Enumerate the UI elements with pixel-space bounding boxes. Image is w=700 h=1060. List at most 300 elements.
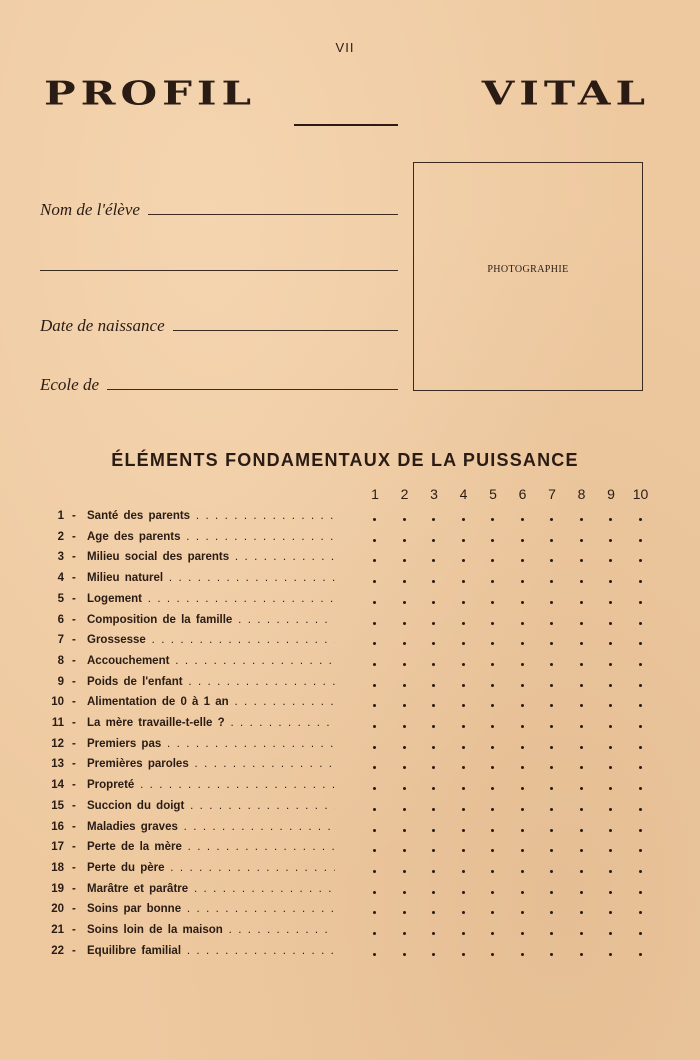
scale-number: 4 (459, 486, 468, 502)
scale-number: 8 (577, 486, 586, 502)
rating-dot[interactable] (580, 891, 583, 894)
element-label: Succion du doigt . . . (87, 800, 335, 812)
element-dash: - (72, 551, 76, 564)
rating-dot[interactable] (521, 642, 524, 645)
scale-number: 5 (489, 486, 497, 502)
element-label: Perte du père . . . (87, 862, 335, 874)
element-dash: - (72, 592, 76, 605)
rating-dot[interactable] (403, 539, 406, 542)
rating-dot[interactable] (521, 870, 524, 873)
rating-dot[interactable] (609, 870, 612, 873)
rating-dot[interactable] (462, 725, 465, 728)
rating-dot[interactable] (609, 580, 612, 583)
rating-dot[interactable] (550, 808, 553, 811)
rating-dot[interactable] (609, 684, 612, 687)
rating-dot[interactable] (432, 684, 435, 687)
element-number: 12 (51, 737, 64, 750)
rating-dot[interactable] (609, 829, 612, 832)
rating-dot[interactable] (373, 642, 376, 645)
rating-dot[interactable] (462, 891, 465, 894)
rating-dot[interactable] (580, 642, 583, 645)
scale-number: 7 (548, 486, 556, 502)
element-label: La mère travaille-t-elle ? . . . (87, 717, 335, 729)
rating-dot[interactable] (462, 622, 465, 625)
rating-dot[interactable] (462, 704, 465, 707)
rating-dot[interactable] (521, 684, 524, 687)
rating-dot[interactable] (609, 642, 612, 645)
element-number: 5 (57, 592, 64, 605)
rating-dot[interactable] (521, 518, 524, 521)
rating-dot[interactable] (462, 953, 465, 956)
student-name-label: Nom de l'élève (40, 200, 140, 219)
rating-dot[interactable] (462, 808, 465, 811)
rating-dot[interactable] (403, 725, 406, 728)
birth-date-line[interactable] (173, 330, 398, 331)
scale-number: 10 (632, 486, 649, 502)
rating-dot[interactable] (580, 932, 583, 935)
rating-dot[interactable] (403, 787, 406, 790)
rating-dot[interactable] (639, 932, 642, 935)
rating-dot[interactable] (609, 725, 612, 728)
rating-dots (360, 758, 656, 776)
rating-dot[interactable] (403, 559, 406, 562)
rating-dot[interactable] (580, 829, 583, 832)
element-label: Propreté . . . (87, 779, 335, 791)
rating-dot[interactable] (491, 518, 494, 521)
element-number: 21 (51, 924, 64, 936)
rating-dot[interactable] (639, 684, 642, 687)
element-row (0, 821, 700, 839)
rating-dot[interactable] (432, 766, 435, 769)
rating-dot[interactable] (550, 601, 553, 604)
rating-dot[interactable] (609, 601, 612, 604)
rating-dot[interactable] (403, 746, 406, 749)
rating-dot[interactable] (550, 787, 553, 790)
rating-dot[interactable] (403, 953, 406, 956)
rating-dot[interactable] (609, 932, 612, 935)
rating-dots (360, 883, 656, 901)
rating-dot[interactable] (491, 766, 494, 769)
element-row (0, 717, 700, 735)
rating-dot[interactable] (373, 601, 376, 604)
rating-dots (360, 821, 656, 839)
element-dash: - (72, 799, 76, 812)
scale-number: 1 (371, 486, 379, 502)
element-number: 20 (51, 903, 64, 916)
rating-dot[interactable] (639, 518, 642, 521)
element-number: 15 (51, 799, 64, 812)
rating-dot[interactable] (491, 580, 494, 583)
rating-dot[interactable] (432, 932, 435, 935)
rating-dot[interactable] (432, 580, 435, 583)
rating-dot[interactable] (521, 663, 524, 666)
rating-dot[interactable] (432, 808, 435, 811)
rating-dot[interactable] (550, 684, 553, 687)
rating-dot[interactable] (580, 663, 583, 666)
rating-dot[interactable] (521, 704, 524, 707)
rating-dot[interactable] (432, 891, 435, 894)
element-label: Age des parents . . . (87, 531, 335, 543)
rating-dots (360, 572, 656, 590)
element-dash: - (72, 903, 76, 916)
element-number: 9 (57, 675, 64, 688)
rating-dot[interactable] (373, 684, 376, 687)
rating-dot[interactable] (580, 601, 583, 604)
rating-dot[interactable] (550, 663, 553, 666)
rating-dot[interactable] (580, 580, 583, 583)
rating-dot[interactable] (373, 891, 376, 894)
rating-dot[interactable] (373, 518, 376, 521)
rating-dot[interactable] (580, 808, 583, 811)
rating-dot[interactable] (521, 911, 524, 914)
rating-dot[interactable] (403, 663, 406, 666)
rating-dots (360, 551, 656, 569)
rating-dot[interactable] (491, 725, 494, 728)
rating-dot[interactable] (580, 953, 583, 956)
rating-dot[interactable] (639, 746, 642, 749)
rating-dot[interactable] (609, 766, 612, 769)
rating-dot[interactable] (491, 539, 494, 542)
rating-dot[interactable] (491, 932, 494, 935)
rating-dot[interactable] (580, 725, 583, 728)
rating-dot[interactable] (639, 642, 642, 645)
rating-dot[interactable] (373, 849, 376, 852)
element-dash: - (72, 841, 76, 854)
rating-dot[interactable] (550, 704, 553, 707)
rating-dot[interactable] (639, 663, 642, 666)
rating-dots (360, 717, 656, 735)
element-row (0, 738, 700, 756)
element-row (0, 551, 700, 569)
element-row (0, 945, 700, 963)
rating-dot[interactable] (639, 580, 642, 583)
rating-dot[interactable] (373, 704, 376, 707)
rating-dot[interactable] (550, 518, 553, 521)
student-name-line[interactable] (148, 214, 398, 215)
element-label: Logement . . . (87, 593, 335, 605)
rating-dot[interactable] (639, 539, 642, 542)
rating-dot[interactable] (491, 663, 494, 666)
rating-dot[interactable] (550, 580, 553, 583)
rating-dot[interactable] (403, 518, 406, 521)
rating-dot[interactable] (521, 580, 524, 583)
rating-dot[interactable] (521, 559, 524, 562)
rating-dot[interactable] (580, 539, 583, 542)
rating-dot[interactable] (580, 622, 583, 625)
rating-dot[interactable] (403, 766, 406, 769)
rating-dot[interactable] (550, 559, 553, 562)
rating-dot[interactable] (639, 725, 642, 728)
rating-dot[interactable] (609, 953, 612, 956)
rating-dot[interactable] (609, 518, 612, 521)
rating-dot[interactable] (550, 953, 553, 956)
rating-dot[interactable] (550, 891, 553, 894)
rating-dot[interactable] (373, 725, 376, 728)
rating-dot[interactable] (550, 829, 553, 832)
element-row (0, 800, 700, 818)
element-row (0, 779, 700, 797)
rating-dot[interactable] (462, 829, 465, 832)
rating-dot[interactable] (432, 518, 435, 521)
rating-dot[interactable] (432, 953, 435, 956)
rating-dot[interactable] (491, 622, 494, 625)
rating-dot[interactable] (609, 704, 612, 707)
rating-dot[interactable] (491, 891, 494, 894)
rating-dot[interactable] (432, 622, 435, 625)
element-dash: - (72, 861, 76, 874)
rating-dot[interactable] (403, 704, 406, 707)
rating-dot[interactable] (462, 849, 465, 852)
rating-dot[interactable] (462, 684, 465, 687)
rating-dot[interactable] (403, 808, 406, 811)
rating-dot[interactable] (521, 932, 524, 935)
rating-dot[interactable] (609, 911, 612, 914)
rating-scale-header (360, 486, 656, 504)
rating-dot[interactable] (432, 663, 435, 666)
rating-dot[interactable] (432, 787, 435, 790)
rating-dot[interactable] (491, 953, 494, 956)
rating-dot[interactable] (491, 849, 494, 852)
section-title: ÉLÉMENTS FONDAMENTAUX DE LA PUISSANCE (111, 450, 579, 470)
rating-dot[interactable] (403, 642, 406, 645)
rating-dot[interactable] (491, 704, 494, 707)
rating-dots (360, 779, 656, 797)
rating-dot[interactable] (521, 808, 524, 811)
rating-dot[interactable] (462, 518, 465, 521)
rating-dot[interactable] (373, 766, 376, 769)
rating-dot[interactable] (521, 766, 524, 769)
element-number: 10 (51, 696, 64, 709)
element-label: Marâtre et parâtre . . . (87, 883, 335, 895)
rating-dot[interactable] (521, 539, 524, 542)
rating-dot[interactable] (491, 911, 494, 914)
school-line[interactable] (107, 389, 398, 390)
rating-dot[interactable] (491, 808, 494, 811)
rating-dot[interactable] (462, 746, 465, 749)
rating-dot[interactable] (609, 663, 612, 666)
element-label: Equilibre familial . . . (87, 945, 335, 957)
rating-dot[interactable] (462, 663, 465, 666)
rating-dot[interactable] (403, 932, 406, 935)
rating-dot[interactable] (432, 559, 435, 562)
rating-dot[interactable] (373, 932, 376, 935)
rating-dot[interactable] (550, 642, 553, 645)
element-dash: - (72, 737, 76, 750)
rating-dot[interactable] (609, 746, 612, 749)
rating-dot[interactable] (491, 870, 494, 873)
rating-dot[interactable] (521, 891, 524, 894)
element-row (0, 510, 700, 528)
rating-dot[interactable] (639, 559, 642, 562)
rating-dot[interactable] (609, 622, 612, 625)
rating-dot[interactable] (550, 622, 553, 625)
rating-dot[interactable] (432, 746, 435, 749)
rating-dot[interactable] (403, 684, 406, 687)
rating-dot[interactable] (403, 849, 406, 852)
rating-dot[interactable] (373, 580, 376, 583)
scale-number: 9 (607, 486, 615, 502)
rating-dot[interactable] (580, 766, 583, 769)
rating-dot[interactable] (639, 870, 642, 873)
rating-dot[interactable] (580, 849, 583, 852)
element-row (0, 614, 700, 632)
page-number: VII (335, 40, 355, 55)
rating-dots (360, 738, 656, 756)
rating-dot[interactable] (432, 849, 435, 852)
rating-dot[interactable] (521, 829, 524, 832)
rating-dot[interactable] (462, 766, 465, 769)
rating-dot[interactable] (491, 601, 494, 604)
element-dash: - (72, 758, 76, 771)
element-number: 18 (51, 861, 64, 874)
rating-dot[interactable] (373, 539, 376, 542)
rating-dot[interactable] (373, 787, 376, 790)
rating-dot[interactable] (403, 580, 406, 583)
rating-dot[interactable] (373, 829, 376, 832)
rating-dot[interactable] (639, 601, 642, 604)
rating-dot[interactable] (639, 787, 642, 790)
rating-dot[interactable] (491, 746, 494, 749)
birth-date-field[interactable] (40, 316, 398, 336)
element-dash: - (72, 696, 76, 709)
rating-dot[interactable] (373, 870, 376, 873)
rating-dot[interactable] (580, 518, 583, 521)
rating-dot[interactable] (432, 601, 435, 604)
rating-dot[interactable] (609, 539, 612, 542)
rating-dot[interactable] (550, 539, 553, 542)
rating-dot[interactable] (550, 766, 553, 769)
rating-dot[interactable] (639, 622, 642, 625)
rating-dot[interactable] (462, 539, 465, 542)
rating-dot[interactable] (639, 849, 642, 852)
rating-dot[interactable] (373, 622, 376, 625)
school-field[interactable] (40, 375, 398, 395)
rating-dots (360, 903, 656, 921)
rating-dot[interactable] (609, 808, 612, 811)
rating-dot[interactable] (521, 622, 524, 625)
rating-dot[interactable] (491, 684, 494, 687)
rating-dot[interactable] (550, 932, 553, 935)
rating-dot[interactable] (462, 642, 465, 645)
rating-dot[interactable] (432, 870, 435, 873)
element-row (0, 572, 700, 590)
rating-dot[interactable] (550, 746, 553, 749)
rating-dot[interactable] (580, 559, 583, 562)
rating-dot[interactable] (639, 953, 642, 956)
birth-date-label: Date de naissance (40, 316, 165, 335)
element-number: 13 (51, 758, 64, 771)
rating-dot[interactable] (403, 622, 406, 625)
rating-dot[interactable] (462, 932, 465, 935)
rating-dot[interactable] (462, 580, 465, 583)
rating-dot[interactable] (521, 953, 524, 956)
rating-dot[interactable] (580, 787, 583, 790)
rating-dot[interactable] (403, 870, 406, 873)
rating-dot[interactable] (491, 829, 494, 832)
rating-dot[interactable] (373, 911, 376, 914)
rating-dot[interactable] (521, 787, 524, 790)
rating-dot[interactable] (373, 559, 376, 562)
rating-dot[interactable] (403, 911, 406, 914)
rating-dot[interactable] (491, 787, 494, 790)
title-underline (294, 124, 398, 126)
rating-dot[interactable] (521, 601, 524, 604)
rating-dot[interactable] (373, 808, 376, 811)
rating-dot[interactable] (521, 725, 524, 728)
rating-dot[interactable] (609, 849, 612, 852)
rating-dot[interactable] (639, 704, 642, 707)
rating-dot[interactable] (373, 953, 376, 956)
rating-dot[interactable] (462, 559, 465, 562)
rating-dot[interactable] (639, 891, 642, 894)
rating-dot[interactable] (432, 539, 435, 542)
element-label: Poids de l'enfant . . . (87, 676, 335, 688)
rating-dot[interactable] (609, 559, 612, 562)
rating-dot[interactable] (462, 601, 465, 604)
rating-dot[interactable] (403, 829, 406, 832)
element-row (0, 758, 700, 776)
rating-dot[interactable] (550, 725, 553, 728)
rating-dot[interactable] (550, 870, 553, 873)
rating-dot[interactable] (580, 684, 583, 687)
element-row (0, 531, 700, 549)
element-label: Perte de la mère . . . (87, 841, 335, 853)
element-number: 22 (51, 944, 64, 957)
rating-dot[interactable] (521, 746, 524, 749)
rating-dot[interactable] (491, 642, 494, 645)
rating-dot[interactable] (462, 870, 465, 873)
rating-dot[interactable] (432, 642, 435, 645)
rating-dot[interactable] (521, 849, 524, 852)
rating-dot[interactable] (580, 704, 583, 707)
rating-dot[interactable] (432, 725, 435, 728)
rating-dot[interactable] (432, 911, 435, 914)
rating-dot[interactable] (462, 787, 465, 790)
rating-dot[interactable] (639, 911, 642, 914)
rating-dot[interactable] (609, 787, 612, 790)
title-word-vital: VITAL (481, 74, 650, 113)
rating-dot[interactable] (550, 849, 553, 852)
rating-dot[interactable] (432, 704, 435, 707)
rating-dot[interactable] (373, 663, 376, 666)
rating-dot[interactable] (639, 829, 642, 832)
rating-dot[interactable] (432, 829, 435, 832)
rating-dot[interactable] (462, 911, 465, 914)
rating-dot[interactable] (580, 746, 583, 749)
rating-dot[interactable] (639, 808, 642, 811)
rating-dot[interactable] (580, 911, 583, 914)
rating-dots (360, 800, 656, 818)
student-name-second-line[interactable] (40, 270, 398, 271)
rating-dot[interactable] (550, 911, 553, 914)
element-label: Premières paroles . . . (87, 758, 335, 770)
element-dash: - (72, 944, 76, 957)
rating-dot[interactable] (609, 891, 612, 894)
rating-dot[interactable] (403, 601, 406, 604)
rating-dot[interactable] (580, 870, 583, 873)
element-row (0, 924, 700, 942)
rating-dot[interactable] (639, 766, 642, 769)
rating-dot[interactable] (491, 559, 494, 562)
element-row (0, 655, 700, 673)
student-name-field[interactable] (40, 200, 398, 220)
rating-dot[interactable] (373, 746, 376, 749)
element-label: Accouchement . . . (87, 655, 335, 667)
photo-box[interactable] (413, 162, 643, 391)
rating-dots (360, 634, 656, 652)
rating-dot[interactable] (403, 891, 406, 894)
scale-number: 3 (430, 486, 438, 502)
